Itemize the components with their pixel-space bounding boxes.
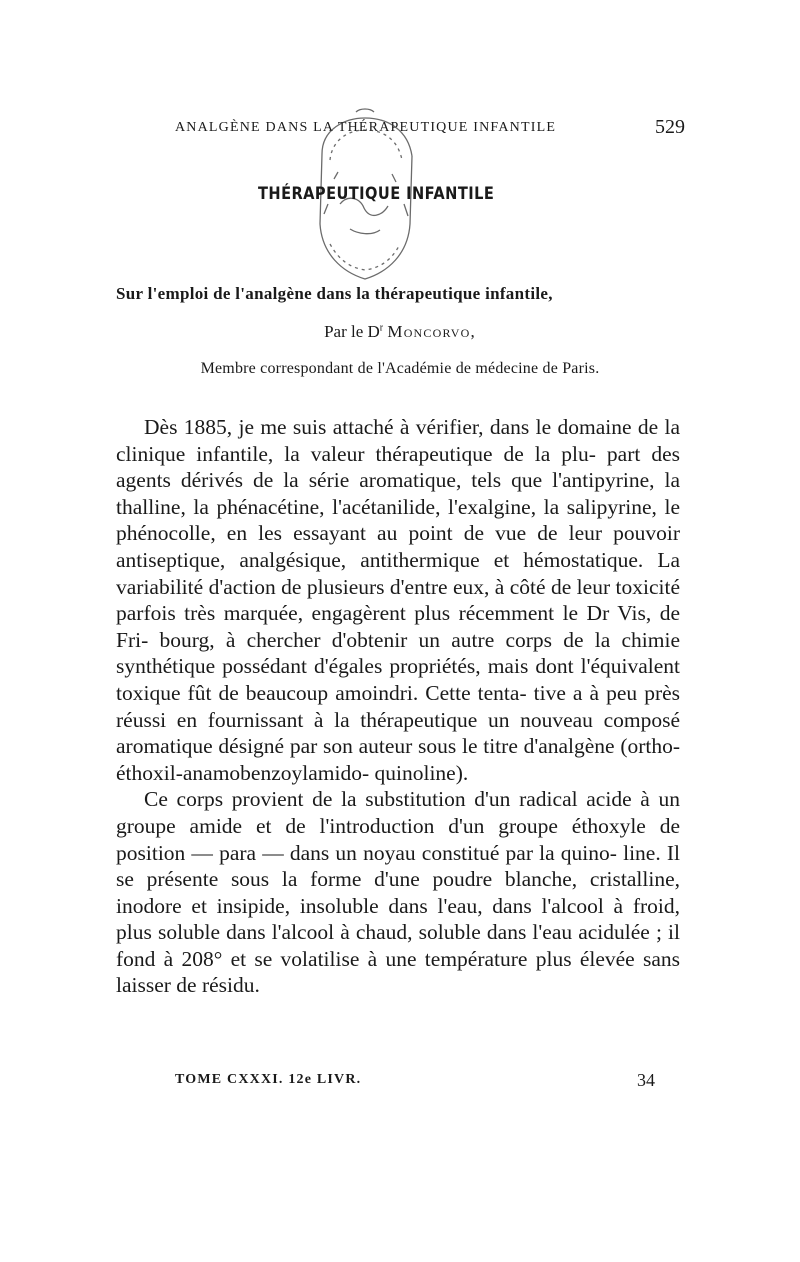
text-line: quinoline).	[374, 760, 469, 785]
text-line: synthétique possédant d'égales propriétés, mais dont	[116, 654, 574, 679]
text-line: un nouveau composé aromatique désigné par son auteur	[116, 707, 681, 759]
paragraph-1	[116, 414, 680, 786]
byline-superscript: r	[379, 322, 384, 334]
article-body	[116, 414, 680, 999]
text-line: cristalline, inodore et insipide, insoluble dans l'eau, dans	[116, 867, 680, 918]
text-line: plusieurs d'entre eux, à côté de leur toxicité parfois très	[116, 574, 680, 626]
author-affiliation: Membre correspondant de l'Académie de médecine de Paris.	[200, 360, 600, 377]
text-line: antithermique et hémostatique. La variabilité d'action de	[116, 547, 681, 599]
text-line: l'exalgine, la salipyrine, le phénocolle, en les essayant au	[116, 494, 680, 546]
section-title: THÉRAPEUTIQUE INFANTILE	[258, 184, 495, 204]
text-line: de position — para — dans un noyau constitué par la quino-	[116, 813, 680, 865]
article-title: Sur l'emploi de l'analgène dans la thérapeutique infantile,	[116, 284, 553, 303]
text-line: tive a à peu près réussi en fournissant à la thérapeutique	[116, 680, 681, 732]
running-title: ANALGÈNE DANS LA THÉRAPEUTIQUE INFANTILE	[175, 120, 557, 135]
text-line: dans l'eau acidulée ; il fond à 208° et se volatilise à une	[116, 920, 680, 971]
library-stamp-icon	[300, 104, 430, 314]
text-line: l'alcool à froid, plus soluble dans l'alcool à chaud, soluble	[116, 893, 680, 945]
running-header	[175, 116, 685, 140]
sheet-number: 34	[637, 1070, 655, 1090]
printer-signature: TOME CXXXI. 12e LIVR.	[175, 1072, 362, 1087]
text-line: un groupe amide et de l'introduction d'un groupe éthoxyle	[116, 787, 681, 838]
text-line: part des agents dérivés de la série aromatique, tels que	[116, 441, 681, 493]
text-line: point de vue de leur pouvoir antiseptique, analgésique,	[116, 521, 680, 572]
author-name: Moncorvo,	[387, 322, 476, 341]
page-number: 529	[655, 116, 685, 138]
page-footer	[175, 1070, 655, 1094]
text-line: l'antipyrine, la thalline, la phénacétine, l'acétanilide,	[116, 468, 681, 519]
text-line: l'équivalent toxique fût de beaucoup amoindri. Cette tenta-	[116, 654, 680, 705]
text-line: température plus élevée sans laisser de résidu.	[116, 946, 681, 998]
text-line: sous le titre d'analgène (ortho-éthoxil-anamobenzoylamido-	[116, 734, 681, 785]
byline-prefix: Par le D	[324, 322, 380, 341]
text-line: Ce corps provient de la substitution d'un radical acide à	[144, 787, 650, 812]
text-line: de la clinique infantile, la valeur thérapeutique de la plu-	[116, 415, 681, 466]
paragraph-2	[116, 786, 680, 999]
text-line: bourg, à chercher d'obtenir un autre corps de la chimie	[159, 627, 680, 652]
text-line: line. Il se présente sous la forme d'une poudre blanche,	[116, 840, 681, 892]
byline	[0, 322, 800, 342]
text-line: Dès 1885, je me suis attaché à vérifier, dans le domaine	[144, 415, 632, 439]
text-line: marquée, engagèrent plus récemment le Dr Vis, de Fri-	[116, 601, 681, 652]
